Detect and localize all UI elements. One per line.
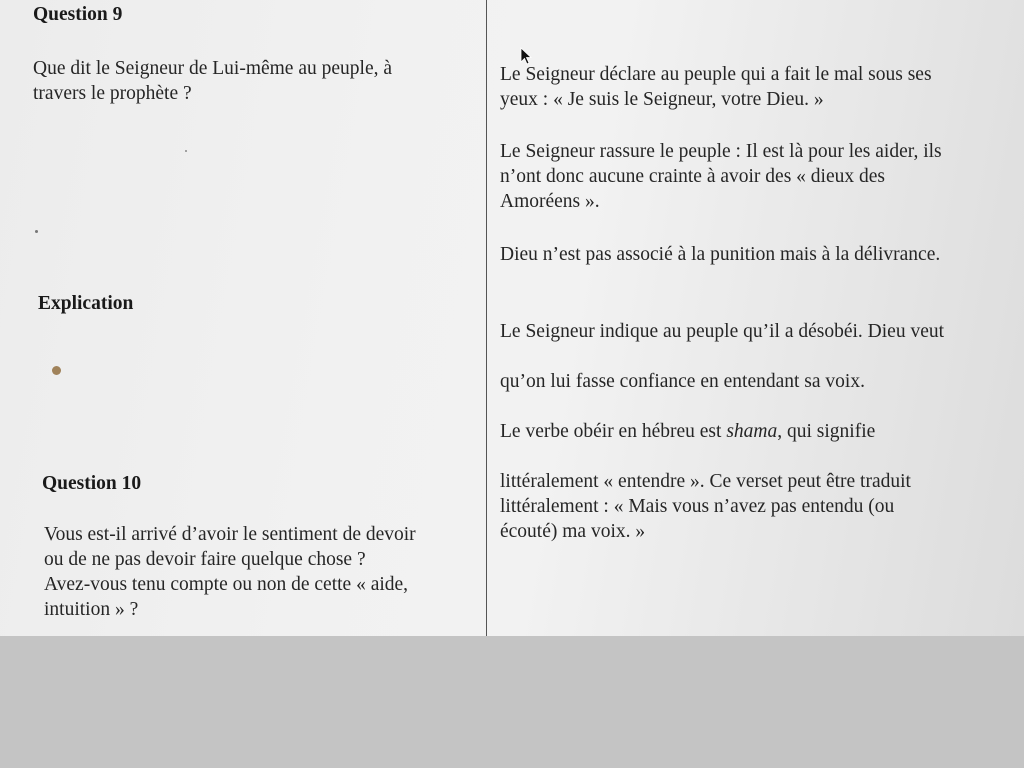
question-10-heading: Question 10 — [42, 473, 142, 494]
hebrew-verb-sentence: Le verbe obéir en hébreu est — [500, 421, 727, 442]
question-10-text: Vous est-il arrivé d’avoir le sentiment de devoir ou de ne pas devoir faire quelque chose ? Avez-vous tenu compte ou non de cette « aide, intuition » ? — [44, 524, 416, 620]
question-9-text: Que dit le Seigneur de Lui-même au peuple, à travers le prophète ? — [33, 58, 392, 104]
answer-paragraph-4-line-3 — [500, 419, 1015, 444]
explication-heading: Explication — [38, 293, 134, 314]
column-divider — [486, 0, 487, 636]
question-9-heading: Question 9 — [33, 4, 123, 25]
answer-paragraph-4-line-2: qu’on lui fasse confiance en entendant sa voix. — [500, 371, 865, 392]
paper-speck — [52, 366, 61, 375]
hebrew-word-shama: shama — [726, 421, 778, 442]
paper-speck — [35, 230, 38, 233]
answer-paragraph-4 — [500, 294, 1015, 569]
answer-paragraph-4-line-1: Le Seigneur indique au peuple qu’il a désobéi. Dieu veut — [500, 321, 945, 342]
mouse-pointer-icon — [520, 47, 534, 67]
answer-paragraph-4-rest: littéralement « entendre ». Ce verset peut être traduit littéralement : « Mais vous n’avez pas entendu (ou écouté) ma voix. » — [500, 471, 911, 542]
paper-speck — [185, 150, 187, 152]
blank-screen-area — [0, 636, 1024, 768]
hebrew-verb-meaning: , qui signifie — [777, 421, 876, 442]
answer-paragraph-3: Dieu n’est pas associé à la punition mais à la délivrance. — [500, 244, 941, 265]
answer-paragraph-2: Le Seigneur rassure le peuple : Il est là pour les aider, ils n’ont donc aucune crainte à avoir des « dieux des Amoréens ». — [500, 141, 942, 212]
answer-paragraph-1: Le Seigneur déclare au peuple qui a fait le mal sous ses yeux : « Je suis le Seigneur, votre Dieu. » — [500, 64, 932, 110]
